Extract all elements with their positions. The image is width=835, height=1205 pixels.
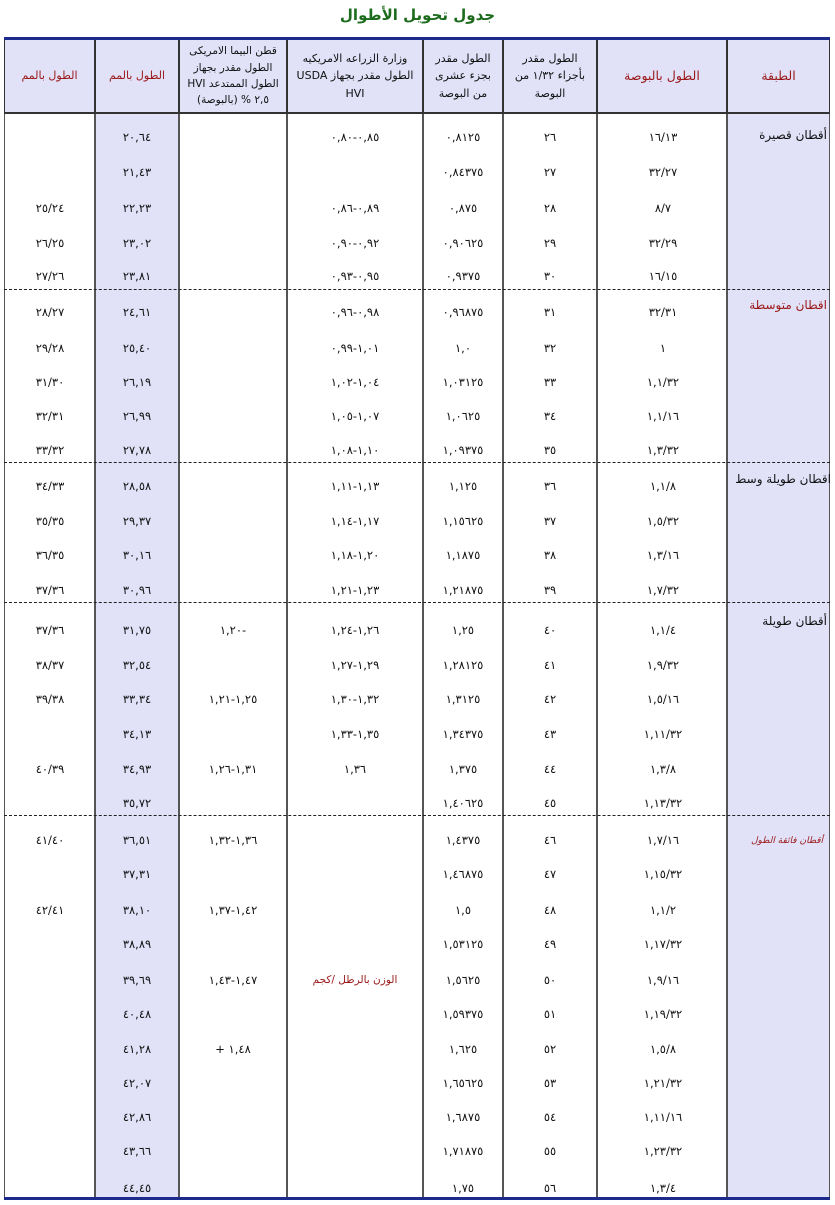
cell-usda: ١,٣٦ [343,762,367,776]
header-x32: الطول مقدر بأجزاء ١/٣٢ من البوصة [503,40,597,114]
header-mm-2: الطول بالمم [4,40,95,114]
cell-x32: ٣٤ [543,409,557,423]
cell-x32: ٣٠ [543,269,557,283]
cell-dec: ١,٤٠٦٢٥ [442,796,484,810]
cell-mm2: ٢٧/٢٦ [35,269,65,283]
cell-pima: + ١,٤٨ [215,1042,251,1056]
class-label-short: أقطان قصيرة [759,128,827,142]
cell-mm: ٢١,٤٣ [122,165,152,179]
cell-x32: ٣٣ [543,375,557,389]
cell-dec: ٠,٩٣٧٥ [445,269,481,283]
cell-x32: ٣٨ [543,548,557,562]
cell-mm: ٣٠,٩٦ [122,583,152,597]
cell-mm: ٤٢,٨٦ [122,1110,152,1124]
cell-mm2: ٣٦/٣٥ [35,548,65,562]
cell-dec: ١,٤٦٨٧٥ [442,867,484,881]
cell-mm: ٣٤,٩٣ [122,762,152,776]
group-separator [4,602,830,603]
class-label-extra-long: أقطان فائقة الطول [751,836,823,846]
column-class [727,114,830,1197]
cell-x32: ٣٧ [543,514,557,528]
cell-mm: ٢٩,٣٧ [122,514,152,528]
cell-mm2: ٤٢/٤١ [35,903,65,917]
cell-inch: ١٦/١٥ [648,269,678,283]
cell-dec: ١,١٢٥ [448,479,478,493]
cell-dec: ١,٣٧٥ [448,762,478,776]
cell-mm2: ٢٨/٢٧ [35,305,65,319]
cell-usda: ١,٢٣-١,٢١ [330,583,380,597]
group-separator [4,815,830,816]
cell-mm2: ٣٨/٣٧ [35,658,65,672]
class-label-medium-long: اقطان طويلة وسط [735,472,831,486]
cell-inch: ١,٥/٣٢ [646,514,680,528]
cell-x32: ٤٩ [543,937,557,951]
header-class: الطبقة [727,40,830,114]
cell-inch: ١,٧/١٦ [646,833,680,847]
cell-dec: ٠,٨٤٣٧٥ [442,165,484,179]
cell-usda: ١,٢٦-١,٢٤ [330,623,380,637]
cell-mm: ٢٠,٦٤ [122,130,152,144]
cell-mm2: ٣٧/٣٦ [35,583,65,597]
cell-usda: ٠,٩٢-٠,٩٠ [330,236,380,250]
cell-mm: ٤٤,٤٥ [122,1181,152,1195]
cell-dec: ١,٠٩٣٧٥ [442,443,484,457]
cell-dec: ١,٤٣٧٥ [445,833,481,847]
cell-inch: ١,٩/٣٢ [646,658,680,672]
cell-mm: ٤٢,٠٧ [122,1076,152,1090]
cell-inch: ١,١٧/٣٢ [643,937,683,951]
cell-mm: ٤١,٢٨ [122,1042,152,1056]
cell-usda: ٠,٨٥-٠,٨٠ [330,130,380,144]
cell-usda: ١,١٧-١,١٤ [330,514,380,528]
cell-mm: ٣٨,١٠ [122,903,152,917]
cell-mm: ٢٤,٦١ [122,305,152,319]
cell-x32: ٤٧ [543,867,557,881]
cell-mm: ٣٩,٦٩ [122,973,152,987]
cell-x32: ٣٢ [543,341,557,355]
cell-dec: ١,٣١٢٥ [445,692,481,706]
cell-inch: ١,٥/١٦ [646,692,680,706]
cell-inch: ١,١٣/٣٢ [643,796,683,810]
cell-inch: ١,١/٢ [649,903,677,917]
cell-mm2: ٤٠/٣٩ [35,762,65,776]
cell-mm: ٣٢,٥٤ [122,658,152,672]
cell-dec: ١,٥٩٣٧٥ [442,1007,484,1021]
cell-pima: ١,٤٢-١,٣٧ [208,903,258,917]
cell-mm: ٢٣,٨١ [122,269,152,283]
cell-x32: ٥٠ [543,973,557,987]
cell-x32: ٥٢ [543,1042,557,1056]
cell-x32: ٥٣ [543,1076,557,1090]
cell-dec: ١,٥٣١٢٥ [442,937,484,951]
table-bottom-border [4,1197,830,1200]
cell-dec: ١,٣٤٣٧٥ [442,727,484,741]
cell-x32: ٥٥ [543,1144,557,1158]
cell-x32: ٥١ [543,1007,557,1021]
cell-mm2: ٢٩/٢٨ [35,341,65,355]
cell-inch: ١,٣/٣٢ [646,443,680,457]
cell-inch: ١ [659,341,667,355]
cell-dec: ١,٥٦٢٥ [445,973,481,987]
cell-inch: ١,١٩/٣٢ [643,1007,683,1021]
cell-inch: ١٦/١٣ [648,130,678,144]
cell-x32: ٢٧ [543,165,557,179]
cell-pima: ١,٢٠- [219,623,247,637]
cell-mm: ٣٤,١٣ [122,727,152,741]
cell-mm: ٣٣,٣٤ [122,692,152,706]
cell-mm2: ٢٦/٢٥ [35,236,65,250]
cell-usda: ٠,٨٩-٠,٨٦ [330,201,380,215]
cell-dec: ١,٧١٨٧٥ [442,1144,484,1158]
cell-mm: ٤٠,٤٨ [122,1007,152,1021]
cell-inch: ٣٢/٣١ [648,305,678,319]
cell-inch: ١,٥/٨ [649,1042,677,1056]
cell-pima: ١,٣٦-١,٣٢ [208,833,258,847]
cell-x32: ٤٨ [543,903,557,917]
cell-dec: ١,٢٨١٢٥ [442,658,484,672]
class-label-medium: اقطان متوسطة [749,298,827,312]
cell-inch: ١,٣/٨ [649,762,677,776]
cell-dec: ١,١٨٧٥ [445,548,481,562]
cell-inch: ١,١/٨ [649,479,677,493]
cell-dec: ٠,٩٦٨٧٥ [442,305,484,319]
cell-mm2: ٣١/٣٠ [35,375,65,389]
cell-inch: ١,١١/٣٢ [643,727,683,741]
cell-mm: ٢٦,٩٩ [122,409,152,423]
cell-usda: ١,٢٩-١,٢٧ [330,658,380,672]
cell-mm2: ٣٤/٣٣ [35,479,65,493]
cell-dec: ١,٠ [454,341,472,355]
cell-mm2: ٣٥/٣٥ [35,514,65,528]
cell-mm: ٤٣,٦٦ [122,1144,152,1158]
cell-inch: ١,٩/١٦ [646,973,680,987]
cell-x32: ٣٦ [543,479,557,493]
cell-mm: ٣٨,٨٩ [122,937,152,951]
page-title: جدول تحويل الأطوال [339,6,496,24]
cell-usda: ١,٠٤-١,٠٢ [330,375,380,389]
cell-dec: ١,١٥٦٢٥ [442,514,484,528]
cell-inch: ١,٢١/٣٢ [643,1076,683,1090]
cell-pima: ١,٣١-١,٢٦ [208,762,258,776]
cell-inch: ٨/٧ [654,201,672,215]
header-pima: قطن البيما الامريكى الطول مقدر بجهاز HVI الطول الممتدعد ٢,٥ % (بالبوصة) [179,40,287,114]
header-mm: الطول بالمم [95,40,179,114]
cell-mm: ٢٨,٥٨ [122,479,152,493]
cell-mm: ٣٧,٣١ [122,867,152,881]
cell-dec: ٠,٨٧٥ [448,201,478,215]
cell-inch: ١,١/٤ [649,623,677,637]
cell-inch: ٣٢/٢٧ [648,165,678,179]
cell-mm: ٢٢,٢٣ [122,201,152,215]
cell-mm: ٢٧,٧٨ [122,443,152,457]
cell-mm: ٣٠,١٦ [122,548,152,562]
cell-x32: ٤٦ [543,833,557,847]
cell-x32: ٤٥ [543,796,557,810]
cell-mm: ٣١,٧٥ [122,623,152,637]
class-label-long: أقطان طويلة [762,614,827,628]
cell-inch: ١,٣/٤ [649,1181,677,1195]
cell-dec: ١,٠٣١٢٥ [442,375,484,389]
cell-inch: ١,٢٣/٣٢ [643,1144,683,1158]
cell-usda: ١,٠٧-١,٠٥ [330,409,380,423]
header-usda: وزارة الزراعه الامريكيه USDA الطول مقدر بجهاز HVI [287,40,423,114]
cell-mm2: ٣٩/٣٨ [35,692,65,706]
group-separator [4,462,830,463]
cell-dec: ١,٢١٨٧٥ [442,583,484,597]
cell-dec: ١,٦٨٧٥ [445,1110,481,1124]
cell-dec: ١,٥ [454,903,472,917]
cell-pima: ١,٤٧-١,٤٣ [208,973,258,987]
column-pima [179,114,287,1197]
cell-dec: ١,٧٥ [451,1181,475,1195]
cell-x32: ٢٦ [543,130,557,144]
cell-dec: ١,٠٦٢٥ [445,409,481,423]
cell-usda: ٠,٩٨-٠,٩٦ [330,305,380,319]
cell-usda: ١,١٣-١,١١ [330,479,380,493]
cell-inch: ١,٧/٣٢ [646,583,680,597]
cell-usda: ١,١٠-١,٠٨ [330,443,380,457]
cell-x32: ٤٤ [543,762,557,776]
cell-mm2: ٢٥/٢٤ [35,201,65,215]
cell-x32: ٣٩ [543,583,557,597]
cell-usda: ١,٢٠-١,١٨ [330,548,380,562]
cell-usda: ١,٣٢-١,٣٠ [330,692,380,706]
cell-dec: ٠,٩٠٦٢٥ [442,236,484,250]
cell-mm: ٢٦,١٩ [122,375,152,389]
cell-dec: ١,٦٥٦٢٥ [442,1076,484,1090]
cell-inch: ١,١/١٦ [646,409,680,423]
cell-dec: ٠,٨١٢٥ [445,130,481,144]
cell-mm: ٢٣,٠٢ [122,236,152,250]
cell-x32: ٣٥ [543,443,557,457]
cell-x32: ٥٤ [543,1110,557,1124]
cell-x32: ٤٣ [543,727,557,741]
cell-mm: ٢٥,٤٠ [122,341,152,355]
cell-usda: ١,٣٥-١,٣٣ [330,727,380,741]
cell-mm2: ٣٢/٣١ [35,409,65,423]
cell-x32: ٤٢ [543,692,557,706]
header-inch: الطول بالبوصة [597,40,727,114]
cell-x32: ٥٦ [543,1181,557,1195]
cell-x32: ٢٨ [543,201,557,215]
cell-usda: ١,٠١-٠,٩٩ [330,341,380,355]
cell-usda: ٠,٩٥-٠,٩٣ [330,269,380,283]
header-decimal: الطول مقدر بجزء عشرى من البوصة [423,40,503,114]
cell-inch: ٣٢/٢٩ [648,236,678,250]
cell-pima: ١,٢٥-١,٢١ [208,692,258,706]
cell-mm2: ٣٧/٣٦ [35,623,65,637]
cell-dec: ١,٦٢٥ [448,1042,478,1056]
cell-mm2: ٣٣/٣٢ [35,443,65,457]
cell-mm: ٣٥,٧٢ [122,796,152,810]
cell-inch: ١,٣/١٦ [646,548,680,562]
cell-x32: ٢٩ [543,236,557,250]
cell-mm: ٣٦,٥١ [122,833,152,847]
cell-mm2: ٤١/٤٠ [35,833,65,847]
cell-inch: ١,١/٣٢ [646,375,680,389]
group-separator [4,289,830,290]
cell-x32: ٤٠ [543,623,557,637]
cell-inch: ١,١٥/٣٢ [643,867,683,881]
cell-x32: ٤١ [543,658,557,672]
cell-inch: ١,١١/١٦ [643,1110,683,1124]
cell-dec: ١,٢٥ [451,623,475,637]
weight-note: الوزن بالرطل /كجم [312,974,398,986]
cell-x32: ٣١ [543,305,557,319]
